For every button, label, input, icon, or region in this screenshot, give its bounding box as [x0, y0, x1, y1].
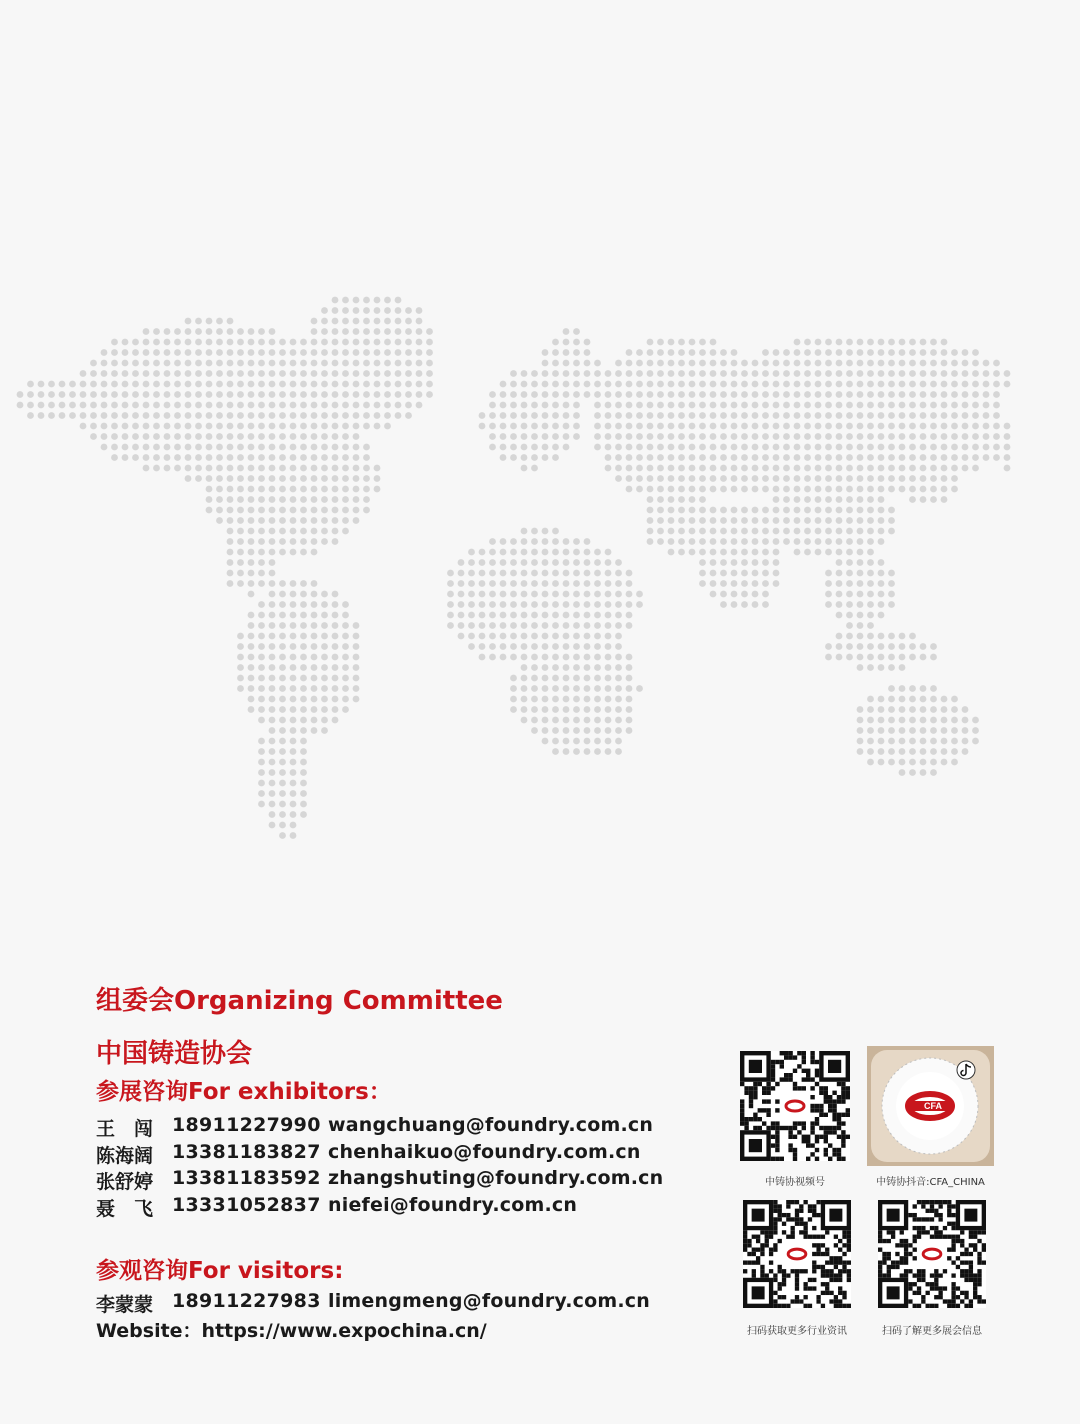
- cfa-logo-text: CFA: [924, 1101, 942, 1111]
- contact-phone[interactable]: 18911227983: [172, 1290, 321, 1312]
- qr-caption: 中铸协抖音:CFA_CHINA: [876, 1177, 985, 1188]
- contact-name: 王 闯: [96, 1118, 154, 1140]
- contact-email[interactable]: wangchuang@foundry.com.cn: [328, 1114, 654, 1136]
- contact-phone[interactable]: 13331052837: [172, 1194, 321, 1216]
- organizer-name: 中国铸造协会: [96, 1039, 253, 1069]
- contact-email[interactable]: limengmeng@foundry.com.cn: [328, 1290, 650, 1312]
- qr-caption: 扫码获取更多行业资讯: [747, 1326, 847, 1337]
- contact-name: 聂 飞: [96, 1198, 154, 1220]
- qr-caption: 中铸协视频号: [765, 1177, 825, 1188]
- video-channel-qr-code-icon[interactable]: [740, 1051, 850, 1161]
- contact-email[interactable]: chenhaikuo@foundry.com.cn: [328, 1141, 641, 1163]
- qr-caption: 扫码了解更多展会信息: [882, 1326, 982, 1337]
- contact-phone[interactable]: 13381183827: [172, 1141, 321, 1163]
- douyin-qr-code-icon[interactable]: [867, 1046, 994, 1166]
- contact-email[interactable]: zhangshuting@foundry.com.cn: [328, 1167, 664, 1189]
- exhibitors-heading: 参展咨询For exhibitors：: [96, 1079, 392, 1105]
- contact-phone[interactable]: 13381183592: [172, 1167, 321, 1189]
- contact-name: 陈海阔: [96, 1145, 154, 1167]
- contact-name: 李蒙蒙: [96, 1294, 154, 1316]
- website-link[interactable]: Website：https://www.expochina.cn/: [96, 1320, 487, 1342]
- organizing-committee-heading: 组委会Organizing Committee: [96, 986, 503, 1016]
- visitors-heading: 参观咨询For visitors:: [96, 1258, 344, 1284]
- exhibition-info-qr-code-icon[interactable]: [878, 1200, 986, 1308]
- industry-news-qr-code-icon[interactable]: [743, 1200, 851, 1308]
- contact-name: 张舒婷: [96, 1171, 154, 1193]
- contact-phone[interactable]: 18911227990: [172, 1114, 321, 1136]
- contact-email[interactable]: niefei@foundry.com.cn: [328, 1194, 578, 1216]
